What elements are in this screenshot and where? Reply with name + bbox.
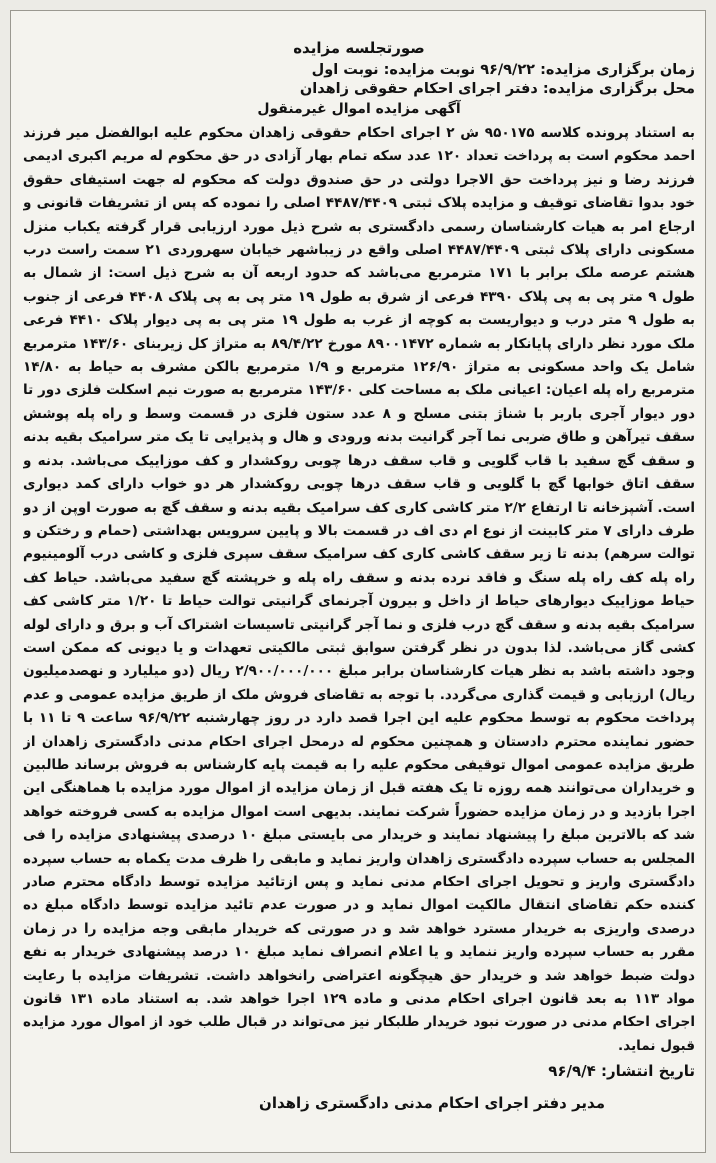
auction-notice (23, 39, 695, 1144)
ad-type-title: آگهی مزایده اموال غیرمنقول (257, 101, 461, 117)
notice-heading: صورتجلسه مزایده (293, 39, 425, 57)
newspaper-clipping (10, 10, 706, 1153)
notice-body: به استناد پرونده کلاسه ۹۵۰۱۷۵ ش ۲ اجرای احکام حقوقی زاهدان محکوم علیه ابوالفضل میر فرزند احمد محکوم است به پرداخت تعداد ۱۲۰ عدد سکه تمام بهار آزادی در حق محکوم له مریم اکبری ادیمی فرزند رضا و نیز پرداخت حق الاجرا دولتی در حق صندوق دولت که محکوم له جهت استیفای حقوق خود بدوا تقاضای توقیف و مزایده پلاک ثبتی ۴۴۸۷/۴۴۰۹ اصلی را نموده که پس از تشریفات قانونی و ارجاع امر به هیات کارشناسان رسمی دادگستری به شرح ذیل مورد ارزیابی قرار گرفته یکباب منزل مسکونی دارای پلاک ثبتی ۴۴۸۷/۴۴۰۹ اصلی واقع در زیباشهر خیابان سهروردی ۲۱ سمت راست درب هشتم عرصه ملک برابر با ۱۷۱ مترمربع می‌باشد که حدود اربعه آن به شرح ذیل است: از شمال به طول ۹ متر پی به پی پلاک ۴۳۹۰ فرعی از شرق به طول ۱۹ متر پی به پی پلاک ۴۴۰۸ فرعی از جنوب به طول ۹ متر درب و دیواریست به کوچه از غرب به طول ۱۹ متر پی به پی دیوار پلاک ۴۴۱۰ فرعی ملک مورد نظر دارای پایانکار به شماره ۸۹۰۰۱۴۷۲ مورخ ۸۹/۴/۲۲ به متراژ کل زیربنای ۱۴۳/۶۰ مترمربع شامل یک واحد مسکونی به متراژ ۱۲۶/۹۰ مترمربع و ۱/۹ مترمربع بالکن مشرف به حیاط به ۱۴/۸۰ مترمربع راه پله اعیان: اعیانی ملک به مساحت کلی ۱۴۳/۶۰ مترمربع به صورت نیم اسکلت فلزی دور تا دور دیوار آجری باربر با شناژ بتنی مسلح و ۸ عدد ستون فلزی در قسمت وسط و راه پله پوشش سقف تیرآهن و طاق ضربی نما آجر گرانیت بدنه ورودی و هال و پذیرایی تا یک متر سرامیک بقیه بدنه و سقف گچ سفید با قاب گلویی و قاب سقف درها چوبی روکشدار و کف موزاییک می‌باشد. بدنه و سقف اتاق خوابها گچ با گلویی و قاب سقف درها چوبی روکشدار هر دو خواب دارای کمد دیواری است. آشپزخانه تا ارتفاع ۲/۲ متر کاشی کاری کف سرامیک بقیه بدنه و سقف گچ به صورت اوپن از دو طرف دارای ۷ متر کابینت از نوع ام دی اف در قسمت بالا و پایین سرویس بهداشتی (حمام و رختکن و توالت سرهم) بدنه تا زیر سقف کاشی کاری کف سرامیک سقف سپری فلزی و کاشی درب آلومینیوم راه پله کف راه پله سنگ و فاقد نرده بدنه و سقف راه پله و خرپشته گچ سفید می‌باشد. حیاط کف حیاط موزاییک دیوارهای حیاط از داخل و بیرون آجرنمای گرانیتی توالت حیاط تا ۱/۲۰ متر کاشی کف سرامیک بقیه بدنه و سقف گچ درب فلزی و نما آجر گرانیتی تاسیسات اشتراک آب و برق و دارای لوله کشی گاز می‌باشد. لذا بدون در نظر گرفتن سوابق ثبتی مالکیتی تعهدات و یا دیونی که ممکن است وجود داشته باشد به نظر هیات کارشناسان برابر مبلغ ۲/۹۰۰/۰۰۰/۰۰۰ ریال (دو میلیارد و نهصدمیلیون ریال) ارزیابی و قیمت گذاری می‌گردد. با توجه به تقاضای فروش ملک از طریق مزایده عمومی و عدم پرداخت محکوم به توسط محکوم علیه این اجرا قصد دارد در روز چهارشنبه ۹۶/۹/۲۲ ساعت ۹ تا ۱۱ با حضور نماینده محترم دادستان و همچنین محکوم له درمحل اجرای احکام مدنی دادگستری زاهدان از طریق مزایده عمومی اموال توقیفی محکوم علیه را به قیمت پایه کارشناس به فروش برساند طالبین و خریداران می‌توانند همه روزه تا یک هفته قبل از زمان مزایده از اموال مورد مزایده با هماهنگی این اجرا بازدید و در زمان مزایده حضوراً شرکت نمایند. بدیهی است اموال مزایده به کسی فروخته خواهد شد که بالاترین مبلغ را پیشنهاد نمایند و خریدار می بایستی مبلغ ۱۰ درصدی پیشنهادی مزایده را فی المجلس به حساب سپرده دادگستری زاهدان واریز نماید و مابقی را ظرف مدت یکماه به حساب سپرده دادگستری واریز و تحویل اجرای احکام مدنی نماید و پس ازتائید مزایده توسط دادگاه محترم صادر کننده حکم تقاضای انتقال مالکیت اموال نماید و در صورت عدم تائید مزایده توسط دادگاه مبلغ ده درصدی واریزی به خریدار مسترد خواهد شد و در صورتی که خریدار مابقی وجه مزایده را در زمان مقرر به حساب سپرده واریز ننماید و یا اعلام انصراف نماید مبلغ ۱۰ درصد پیشنهادی خریدار به نفع دولت ضبط خواهد شد و خریدار حق هیچگونه اعتراضی رانخواهد داشت. تشریفات مزایده با رعایت مواد ۱۱۳ به بعد قانون اجرای احکام مدنی و ماده ۱۲۹ اجرا خواهد شد. به استناد ماده ۱۳۱ قانون اجرای احکام مدنی در صورت نبود خریدار طلبکار نیز می‌تواند در قبال طلب خود از اموال مورد مزایده قبول نماید. (23, 125, 695, 1054)
signature-line: مدیر دفتر اجرای احکام مدنی دادگستری زاهدان (259, 1094, 605, 1113)
auction-time-line: زمان برگزاری مزایده: ۹۶/۹/۲۲ نوبت مزایده: نوبت اول (311, 62, 695, 78)
publish-date: تاریخ انتشار: ۹۶/۹/۴ (548, 1062, 695, 1081)
auction-place-line: محل برگزاری مزایده: دفتر اجرای احکام حقوقی زاهدان (299, 81, 695, 97)
